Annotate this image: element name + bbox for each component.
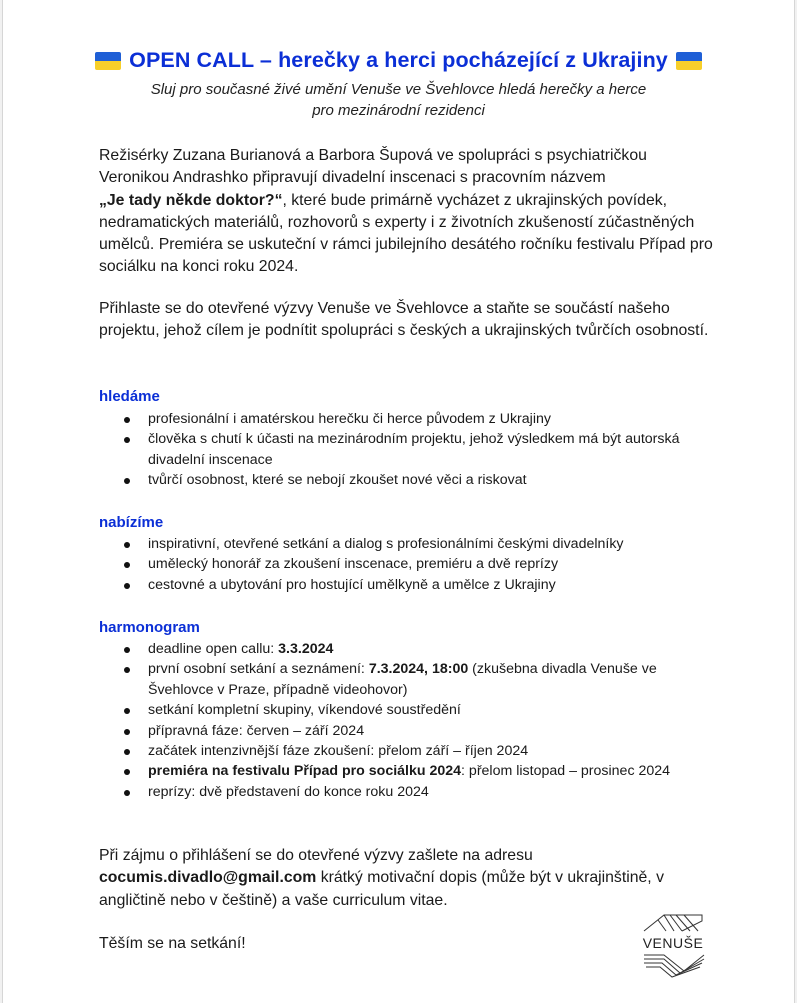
bullet-icon — [124, 417, 130, 423]
bullet-icon — [124, 562, 130, 568]
list-item: reprízy: dvě představení do konce roku 2024 — [121, 782, 711, 802]
document-subtitle — [3, 79, 794, 121]
document-page — [2, 0, 795, 1003]
bullet-icon — [124, 729, 130, 735]
list-item: člověka s chutí k účasti na mezinárodním projektu, jehož výsledkem má být autorská divadelní inscenace — [121, 429, 711, 470]
intro-text-continued: , které bude primárně vycházet z ukrajinských povídek, nedramatických materiálů, rozhovorů s experty i z životních zkušeností zúčastněných umělců. Premiéra se uskuteční v rámci jubilejního desátého ročníku festivalu Případ pro sociálku na konci roku 2024. — [99, 191, 713, 276]
list-item: setkání kompletní skupiny, víkendové soustředění — [121, 700, 711, 720]
list-nabizime — [121, 534, 711, 595]
section-heading-hledame: hledáme — [99, 388, 160, 405]
list-item: začátek intenzivnější fáze zkoušení: přelom září – říjen 2024 — [121, 741, 711, 761]
section-heading-nabizime: nabízíme — [99, 514, 164, 531]
title-text: OPEN CALL – herečky a herci pocházející z Ukrajiny — [129, 48, 668, 72]
list-hledame — [121, 409, 711, 491]
bullet-icon — [124, 749, 130, 755]
section-heading-harmonogram: harmonogram — [99, 619, 200, 636]
intro-paragraph — [99, 145, 719, 279]
ukraine-flag-icon — [95, 52, 121, 70]
list-item: první osobní setkání a seznámení: 7.3.2024, 18:00 (zkušebna divadla Venuše ve Švehlovce v Praze, případně videohovor) — [121, 659, 711, 700]
list-item: tvůrčí osobnost, které se nebojí zkoušet nové věci a riskovat — [121, 470, 711, 490]
list-item: cestovné a ubytování pro hostující umělkyně a umělce z Ukrajiny — [121, 575, 711, 595]
bullet-icon — [124, 542, 130, 548]
bullet-icon — [124, 667, 130, 673]
list-item: deadline open callu: 3.3.2024 — [121, 639, 711, 659]
ukraine-flag-icon — [676, 52, 702, 70]
invite-paragraph: Přihlaste se do otevřené výzvy Venuše ve Švehlovce a staňte se součástí našeho projektu, jehož cílem je podnítit spolupráci s českých a ukrajinských tvůrčích osobností. — [99, 300, 709, 340]
contact-text-continued: krátký motivační dopis (může být v ukrajinštině, v angličtině nebo v češtině) a vaše curriculum vitae. — [99, 869, 664, 909]
closing-text: Těším se na setkání! — [99, 935, 246, 952]
list-item: profesionální i amatérskou herečku či herce původem z Ukrajiny — [121, 409, 711, 429]
subtitle-line: pro mezinárodní rezidenci — [312, 102, 485, 119]
bullet-icon — [124, 647, 130, 653]
bullet-icon — [124, 708, 130, 714]
venuse-logo — [640, 909, 706, 983]
project-title: „Je tady někde doktor?“ — [99, 191, 283, 209]
list-item: premiéra na festivalu Případ pro sociálku 2024: přelom listopad – prosinec 2024 — [121, 761, 711, 781]
list-item: inspirativní, otevřené setkání a dialog s profesionálními českými divadelníky — [121, 534, 711, 554]
bullet-icon — [124, 769, 130, 775]
bullet-icon — [124, 478, 130, 484]
list-item: umělecký honorář za zkoušení inscenace, premiéru a dvě reprízy — [121, 554, 711, 574]
contact-paragraph — [99, 845, 719, 912]
document-title — [3, 48, 794, 73]
contact-email-link[interactable]: cocumis.divadlo@gmail.com — [99, 869, 317, 887]
list-harmonogram — [121, 639, 711, 802]
bullet-icon — [124, 583, 130, 589]
contact-text: Při zájmu o přihlášení se do otevřené výzvy zašlete na adresu — [99, 847, 533, 864]
bullet-icon — [124, 790, 130, 796]
bullet-icon — [124, 437, 130, 443]
intro-text: Režisérky Zuzana Burianová a Barbora Šupová ve spolupráci s psychiatričkou Veronikou Andrashko připravují divadelní inscenaci s pracovním názvem — [99, 147, 647, 187]
subtitle-line: Sluj pro současné živé umění Venuše ve Švehlovce hledá herečky a herce — [150, 81, 647, 98]
list-item: přípravná fáze: červen – září 2024 — [121, 721, 711, 741]
logo-text: VENUŠE — [642, 935, 704, 951]
